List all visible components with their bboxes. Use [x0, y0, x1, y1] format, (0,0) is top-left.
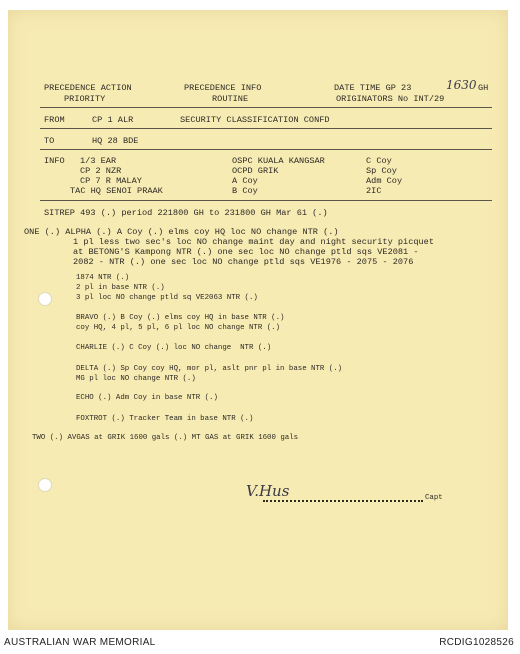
- priority: PRIORITY: [64, 94, 106, 104]
- body-line: DELTA (.) Sp Coy coy HQ, mor pl, aslt pnr pl in base NTR (.): [76, 365, 343, 373]
- info-addressee: OSPC KUALA KANGSAR: [232, 156, 325, 166]
- body-line: coy HQ, 4 pl, 5 pl, 6 pl loc NO change NTR (.): [76, 324, 281, 332]
- precedence-action: PRECEDENCE ACTION: [44, 83, 132, 93]
- punch-hole: [38, 478, 52, 492]
- info-addressee: TAC HQ SENOI PRAAK: [70, 186, 163, 196]
- info-addressee: 2IC: [366, 186, 382, 196]
- info-addressee: Adm Coy: [366, 176, 403, 186]
- document-page: [8, 10, 508, 630]
- from-value: CP 1 ALR: [92, 115, 134, 125]
- rank-label: Capt: [425, 494, 443, 502]
- body-line: CHARLIE (.) C Coy (.) loc NO change NTR (.): [76, 344, 272, 352]
- sitrep-line: SITREP 493 (.) period 221800 GH to 231800 GH Mar 61 (.): [44, 208, 328, 218]
- security-classification: SECURITY CLASSIFICATION CONFD: [180, 115, 330, 125]
- signature: V.Hus: [246, 482, 290, 500]
- archive-id: RCDIG1028526: [439, 637, 514, 648]
- body-line: FOXTROT (.) Tracker Team in base NTR (.): [76, 415, 254, 423]
- signature-line: [263, 500, 423, 502]
- divider: [40, 128, 492, 129]
- body-line: BRAVO (.) B Coy (.) elms coy HQ in base NTR (.): [76, 314, 285, 322]
- info-addressee: B Coy: [232, 186, 258, 196]
- info-label: INFO: [44, 156, 65, 166]
- body-line: at BETONG'S Kampong NTR (.) one sec loc NO change ptld sqs VE2081 -: [73, 247, 419, 257]
- date-time-gp: DATE TIME GP 23: [334, 83, 412, 93]
- body-line: MG pl loc NO change NTR (.): [76, 375, 196, 383]
- originators-no: ORIGINATORS No INT/29: [336, 94, 445, 104]
- body-line: TWO (.) AVGAS at GRIK 1600 gals (.) MT GAS at GRIK 1600 gals: [32, 434, 299, 442]
- to-value: HQ 28 BDE: [92, 136, 139, 146]
- info-addressee: CP 2 NZR: [80, 166, 122, 176]
- divider: [40, 149, 492, 150]
- routine: ROUTINE: [212, 94, 249, 104]
- handwritten-time: 1630: [446, 78, 477, 92]
- gh-label: GH: [478, 83, 489, 93]
- body-line: 2082 - NTR (.) one sec loc NO change ptld sqs VE1976 - 2075 - 2076: [73, 257, 414, 267]
- body-line: 1 pl less two sec's loc NO change maint day and night security picquet: [73, 237, 434, 247]
- body-line: ECHO (.) Adm Coy in base NTR (.): [76, 394, 218, 402]
- body-line: 1874 NTR (.): [76, 274, 130, 282]
- punch-hole: [38, 292, 52, 306]
- footer: [0, 632, 520, 654]
- info-addressee: OCPD GRIK: [232, 166, 279, 176]
- body-line: ONE (.) ALPHA (.) A Coy (.) elms coy HQ loc NO change NTR (.): [24, 227, 339, 237]
- divider: [40, 200, 492, 201]
- body-line: 2 pl in base NTR (.): [76, 284, 165, 292]
- body-line: 3 pl loc NO change ptld sq VE2063 NTR (.): [76, 294, 258, 302]
- info-addressee: A Coy: [232, 176, 258, 186]
- info-addressee: 1/3 EAR: [80, 156, 117, 166]
- divider: [40, 107, 492, 108]
- from-label: FROM: [44, 115, 65, 125]
- info-addressee: Sp Coy: [366, 166, 397, 176]
- precedence-info: PRECEDENCE INFO: [184, 83, 262, 93]
- archive-name: AUSTRALIAN WAR MEMORIAL: [4, 637, 156, 648]
- to-label: TO: [44, 136, 55, 146]
- info-addressee: CP 7 R MALAY: [80, 176, 142, 186]
- info-addressee: C Coy: [366, 156, 392, 166]
